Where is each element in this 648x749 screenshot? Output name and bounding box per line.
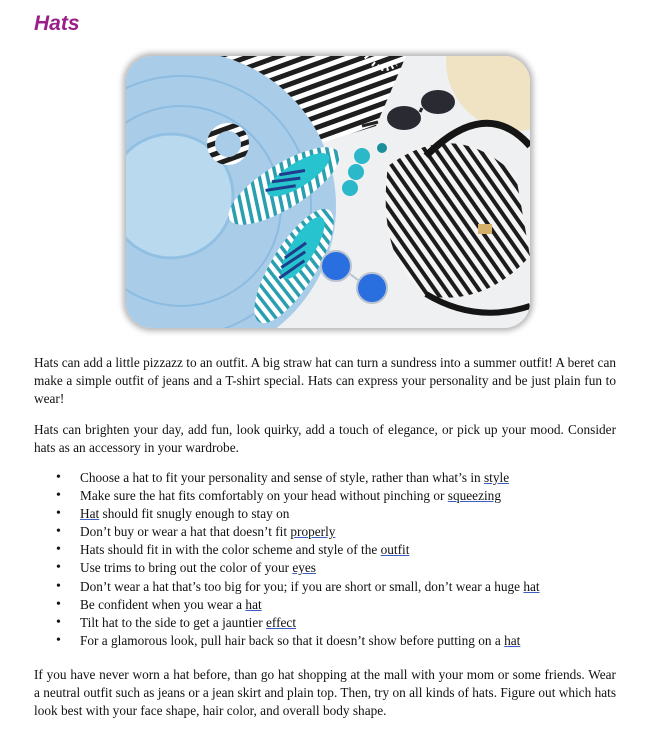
- tip-list-item: [34, 632, 624, 650]
- tip-text: Tilt hat to the side to get a jauntier: [80, 614, 267, 630]
- tip-text: Be confident when you wear a: [80, 596, 246, 612]
- hat-tips-list: [34, 469, 624, 650]
- page-title: Hats: [34, 12, 80, 35]
- tip-list-item: [34, 523, 624, 541]
- tip-list-item: [34, 559, 624, 577]
- tip-underlined-word: outfit: [380, 542, 410, 558]
- tip-underlined-word: squeezing: [447, 488, 501, 504]
- tip-underlined-word: style: [483, 470, 510, 485]
- tip-list-item: [34, 541, 624, 559]
- tip-list-item: [34, 578, 624, 596]
- tip-text: Make sure the hat fits comfortably on your head without pinching or: [80, 488, 448, 504]
- tip-text: Don’t buy or wear a hat that doesn’t fit: [80, 524, 291, 540]
- tip-underlined-word: hat: [245, 596, 262, 612]
- tip-text-end: should fit snugly enough to stay on: [99, 506, 290, 522]
- tip-underlined-word: hat: [504, 632, 521, 648]
- hats-accessories-photo: [126, 56, 530, 328]
- intro-paragraph: Hats can add a little pizzazz to an outfit. A big straw hat can turn a sundress into a summer outfit! A beret can make a simple outfit of jeans and a T-shirt special. Hats can express your personality and be just plain fun to wear!: [34, 355, 616, 406]
- tip-text: For a glamorous look, pull hair back so that it doesn’t show before putting on a: [80, 632, 505, 648]
- tip-list-item: [34, 469, 624, 487]
- tip-underlined-word: Hat: [80, 506, 100, 522]
- tip-underlined-word: eyes: [292, 560, 316, 576]
- tip-text: Choose a hat to fit your personality and sense of style, rather than what’s in: [80, 470, 484, 485]
- tip-list-item: [34, 505, 624, 523]
- tip-list-item: [34, 614, 624, 632]
- flatlay-illustration: [126, 56, 530, 328]
- tip-underlined-word: hat: [523, 578, 540, 594]
- tip-underlined-word: effect: [266, 614, 297, 630]
- shopping-paragraph: If you have never worn a hat before, than go hat shopping at the mall with your mom or some friends. Wear a neutral outfit such as jeans or a jean skirt and plain top. Then, try on all kinds of hats. Figure out which hats look best with your face shape, hair color, and overall body shape.: [34, 667, 616, 718]
- accessory-paragraph: Hats can brighten your day, add fun, look quirky, add a touch of elegance, or pick up your mood. Consider hats as an accessory in your wardrobe.: [34, 422, 616, 455]
- tip-list-item: [34, 596, 624, 614]
- tip-text: Don’t wear a hat that’s too big for you; if you are short or small, don’t wear a huge: [80, 578, 524, 594]
- tip-underlined-word: properly: [290, 524, 336, 540]
- tip-list-item: [34, 487, 624, 505]
- tip-text: Use trims to bring out the color of your: [80, 560, 293, 576]
- tip-text: Hats should fit in with the color scheme and style of the: [80, 542, 381, 558]
